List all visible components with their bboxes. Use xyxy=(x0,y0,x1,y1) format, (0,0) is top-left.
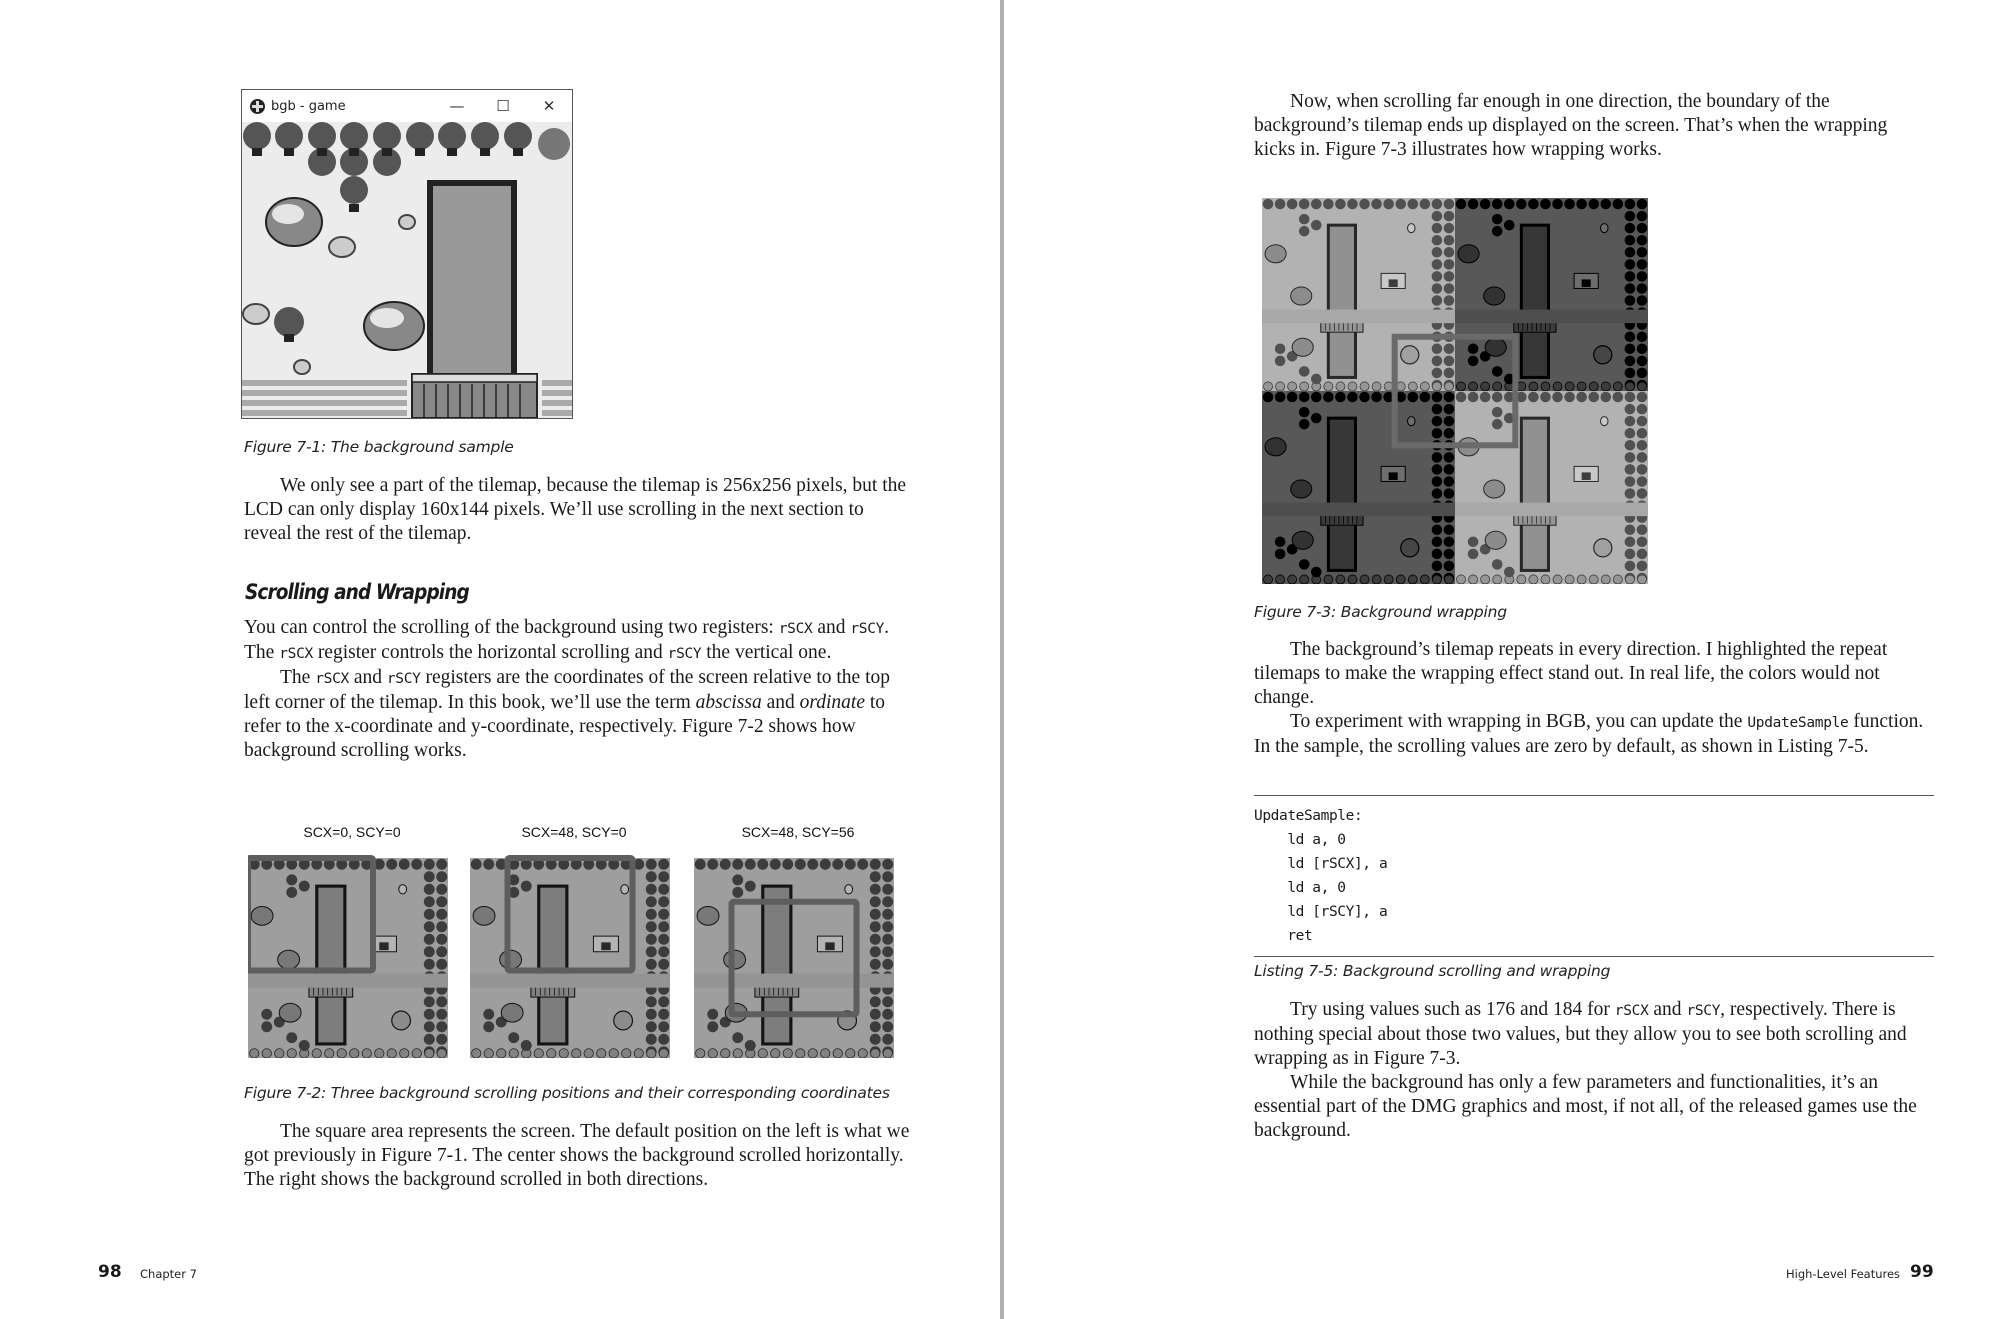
running-head: High-Level Features xyxy=(1786,1267,1901,1281)
paragraph-text: While the background has only a few parameters and functionalities, it’s an essential part of the DMG graphics and most, if not all, of the released games use the background. xyxy=(1254,1072,1917,1141)
listing-7-5-caption: Listing 7-5: Background scrolling and wrapping xyxy=(1254,962,1611,980)
paragraph xyxy=(244,474,914,546)
paragraph xyxy=(244,616,916,763)
figure-7-3-caption: Figure 7-3: Background wrapping xyxy=(1254,603,1507,621)
italic-term: abscissa xyxy=(695,692,762,713)
tilemap-repeat xyxy=(1262,391,1455,584)
minimize-icon: — xyxy=(449,97,465,115)
inline-code: rSCY xyxy=(667,646,702,662)
game-background-image xyxy=(242,122,572,418)
code-line: UpdateSample: xyxy=(1254,808,1363,824)
tilemap-repeat xyxy=(1455,198,1648,391)
tilemap-panel xyxy=(694,858,894,1058)
panel-label: SCX=0, SCY=0 xyxy=(303,824,401,840)
italic-term: ordinate xyxy=(799,692,865,713)
inline-code: rSCY xyxy=(386,671,421,687)
panel-label: SCX=48, SCY=56 xyxy=(741,824,855,840)
figure-7-3-wrapping-image xyxy=(1262,198,1648,584)
inline-code: rSCX xyxy=(315,671,349,687)
inline-code: rSCY xyxy=(850,621,885,637)
window-title: bgb - game xyxy=(271,98,346,114)
tilemap-repeat xyxy=(1262,198,1455,391)
inline-code: rSCX xyxy=(1614,1003,1649,1019)
paragraph-text: Now, when scrolling far enough in one direction, the boundary of the background’s tilemap ends up displayed on the screen. That’s when the wrapping kicks in. Figure 7-3 illustrates how wrapping works. xyxy=(1254,91,1888,160)
inline-code: rSCX xyxy=(778,621,813,637)
inline-code: rSCY xyxy=(1686,1003,1721,1019)
inline-code: rSCX xyxy=(279,646,313,662)
paragraph-text: The background’s tilemap repeats in every direction. I highlighted the repeat tilemaps to make the wrapping effect stand out. In real life, the colors would not change. xyxy=(1254,639,1888,708)
code-line: ld [rSCX], a xyxy=(1254,856,1388,872)
inline-code: UpdateSample xyxy=(1747,715,1849,731)
code-line: ld a, 0 xyxy=(1254,880,1346,896)
window-titlebar xyxy=(242,90,572,122)
bgb-logo-icon xyxy=(250,99,265,114)
tilemap-panel xyxy=(470,858,670,1058)
running-head: Chapter 7 xyxy=(140,1267,197,1281)
maximize-icon: ☐ xyxy=(496,97,510,115)
code-listing xyxy=(1254,795,1934,957)
game-screen xyxy=(242,122,572,418)
figure-7-1-caption: Figure 7-1: The background sample xyxy=(244,438,514,456)
close-icon: ✕ xyxy=(542,97,556,115)
paragraph-text: You can control the scrolling of the background using two registers: rSCX and rSCY. The rSCX register controls the horizontal scrolling and rSCY the vertical one. xyxy=(244,617,889,663)
code-line: ld a, 0 xyxy=(1254,832,1346,848)
code-line: ld [rSCY], a xyxy=(1254,904,1388,920)
tilemap-repeat xyxy=(1455,391,1648,584)
paragraph-text: We only see a part of the tilemap, because the tilemap is 256x256 pixels, but the LCD can only display 160x144 pixels. We’ll use scrolling in the next section to reveal the rest of the tilemap. xyxy=(244,475,907,544)
scroll-panels xyxy=(248,852,908,1058)
paragraph xyxy=(1254,638,1926,759)
code-line: ret xyxy=(1254,928,1313,944)
paragraph xyxy=(1254,90,1926,162)
page-number: 99 xyxy=(1910,1262,1934,1282)
figure-7-2-caption: Figure 7-2: Three background scrolling positions and their corresponding coordinates xyxy=(244,1084,890,1102)
paragraph-text: The rSCX and rSCY registers are the coordinates of the screen relative to the top left corner of the tilemap. In this book, we’ll use the term abscissa and ordinate to refer to the x-coordinate and y-coordinate, respectively. Figure 7-2 shows how background scrolling works. xyxy=(244,667,891,761)
page-number: 98 xyxy=(98,1262,122,1282)
emulator-window-screenshot xyxy=(241,89,573,419)
section-heading: Scrolling and Wrapping xyxy=(245,580,469,604)
paragraph-text: The square area represents the screen. The default position on the left is what we got previously in Figure 7-1. The center shows the background scrolled horizontally. The right shows the background scrolled in both directions. xyxy=(244,1121,910,1190)
panel-label: SCX=48, SCY=0 xyxy=(521,824,627,840)
paragraph xyxy=(244,1120,916,1192)
tilemap-panel xyxy=(248,858,448,1058)
paragraph-text: Try using values such as 176 and 184 for rSCX and rSCY, respectively. There is nothing special about those two values, but they allow you to see both scrolling and wrapping as in Figure 7-3. xyxy=(1254,999,1907,1069)
paragraph xyxy=(1254,998,1926,1143)
paragraph-text: To experiment with wrapping in BGB, you can update the UpdateSample function. In the sample, the scrolling values are zero by default, as shown in Listing 7-5. xyxy=(1254,711,1924,757)
